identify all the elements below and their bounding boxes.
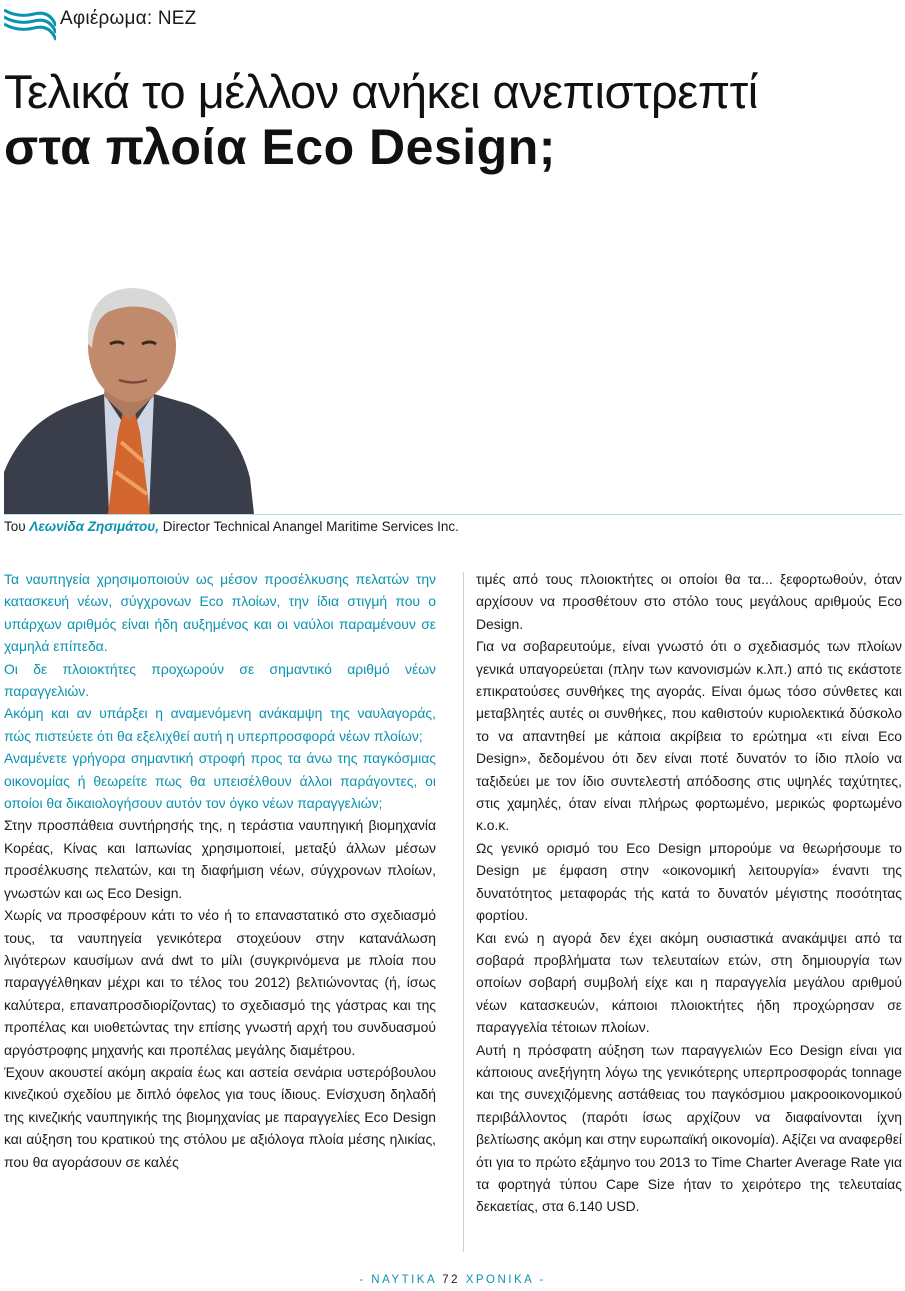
body-paragraph: Και ενώ η αγορά δεν έχει ακόμη ουσιαστικά ανακάμψει από τα σοβαρά προβλήματα των τελευταίων ετών, στη δημιουργία των οποίων σοβαρή συμβολή είχε και η παραγγελία μεγάλου αριθμού νέων κατασκευών, κάποιοι πλοιοκτήτες ήδη προχώρησαν σε παραγγελία τέτοιων πλοίων. xyxy=(476,929,902,1036)
column-divider xyxy=(463,572,464,1252)
page-footer xyxy=(0,1274,905,1286)
body-paragraph: Χωρίς να προσφέρουν κάτι το νέο ή το επαναστατικό στο σχεδιασμό τους, τα ναυπηγεία γενικότερα στοχεύουν στην κατανάλωση λιγότερων καυσίμων ανά dwt το μίλι (συγκρινόμενα με πλοία που παραγγέλθηκαν μέχρι και το τέλος του 2012) βελτιώνοντας (ή, ίσως καλύτερα, επαναπροσδιορίζοντας) το σχεδιασμό της γάστρας και της προπέλας και υιοθετώντας την επίσης γνωστή αρχή του συνδυασμού αργόστροφης μηχανής και προπέλας μεγάλης διαμέτρου. xyxy=(4,907,436,1058)
byline-author: Λεωνίδα Ζησιμάτου, xyxy=(29,519,159,534)
section-label: Αφιέρωμα: ΝΕΖ xyxy=(60,8,197,29)
interview-question: Τα ναυπηγεία χρησιμοποιούν ως μέσον προσέλκυσης πελατών την κατασκευή νέων, σύγχρονων Eco πλοίων, την ίδια στιγμή που ο υπάρχων αριθμός είναι ήδη αυξημένος και οι ναύλοι παραμένουν σε χαμηλά επίπεδα. xyxy=(4,571,436,655)
article-title-line1: Τελικά το μέλλον ανήκει ανεπιστρεπτί xyxy=(4,65,758,118)
photo-divider xyxy=(4,514,902,515)
interview-question: Αναμένετε γρήγορα σημαντική στροφή προς τα άνω της παγκόσμιας οικονομίας ή θεωρείτε πως θα υπεισέλθουν άλλοι παράγοντες, οι οποίοι θα δικαιολογήσουν αυτόν τον όγκο νέων παραγγελιών; xyxy=(4,750,436,812)
interview-question: Ακόμη και αν υπάρξει η αναμενόμενη ανάκαμψη της ναυλαγοράς, πώς πιστεύετε ότι θα εξελιχθεί αυτή η υπερπροσφορά νέων πλοίων; xyxy=(4,705,436,744)
byline xyxy=(4,519,459,534)
article-column-right xyxy=(476,568,902,1218)
page-number: 72 xyxy=(442,1274,460,1286)
body-paragraph: Στην προσπάθεια συντήρησής της, η τεράστια ναυπηγική βιομηχανία Κορέας, Κίνας και Ιαπωνίας χρησιμοποιεί, μεταξύ άλλων μέσων προσέλκυσης πελατών, και τη διαφήμιση νέων, σύγχρονων πλοίων, γνωστών και ως Eco Design. xyxy=(4,817,436,901)
footer-publication-right: ΧΡΟΝΙΚΑ - xyxy=(465,1274,546,1286)
body-paragraph: Έχουν ακουστεί ακόμη ακραία έως και αστεία σενάρια υστερόβουλου κινεζικού σχεδίου με διπλό όφελος για τους ίδιους. Ενίσχυση δηλαδή της κινεζικής ναυπηγικής της βιομηχανίας με παραγγελίες Eco Design και αύξηση του κρατικού της στόλου με αξιόλογα πλοία μέσης ηλικίας, που θα αγοράσουν σε καλές xyxy=(4,1063,436,1170)
body-paragraph: Αυτή η πρόσφατη αύξηση των παραγγελιών Eco Design είναι για κάποιους ανεξήγητη λόγω της γενικότερης υπερπροσφοράς tonnage και της συνεχιζόμενης αστάθειας του παγκόσμιου μακροοικονομικού περιβάλλοντος (παρότι ίσως αρχίζουν να διαφαίνονται ίχνη βελτίωσης ακόμη και στην ευρωπαϊκή οικονομία). Αξίζει να αναφερθεί ότι για το πρώτο εξάμηνο του 2013 το Time Charter Average Rate για τα φορτηγά τύπου Cape Size ήταν το χειρότερο της τελευταίας δεκαετίας, στα 6.140 USD. xyxy=(476,1041,902,1215)
interview-question: Οι δε πλοιοκτήτες προχωρούν σε σημαντικό αριθμό νέων παραγγελιών. xyxy=(4,660,436,700)
body-paragraph: τιμές από τους πλοιοκτήτες οι οποίοι θα τα... ξεφορτωθούν, όταν αρχίσουν να προσθέτουν στο στόλο τους μεγάλους αριθμούς Eco Design. xyxy=(476,571,902,632)
article-column-left xyxy=(4,568,436,1173)
wave-lines-icon xyxy=(4,4,56,44)
author-portrait xyxy=(4,282,254,514)
byline-role: Director Technical Anangel Maritime Services Inc. xyxy=(162,519,459,534)
body-paragraph: Ως γενικό ορισμό του Eco Design μπορούμε να θεωρήσουμε το Design με έμφαση στην «οικονομική λειτουργία» έναντι της δυνατότητος μεταφοράς τής κατά το δυνατόν μέγιστης ποσότητας φορτίου. xyxy=(476,839,902,924)
article-title-line2: στα πλοία Eco Design; xyxy=(4,119,556,175)
footer-publication-left: - ΝΑΥΤΙΚΑ xyxy=(359,1274,437,1286)
body-paragraph: Για να σοβαρευτούμε, είναι γνωστό ότι ο σχεδιασμός των πλοίων γενικά υπαγορεύεται (πλην των κανονισμών κ.λπ.) από τις εκάστοτε επικρατούσες συνθήκες της αγοράς. Είναι όμως τόσο σύνθετες και μεταβλητές αυτές οι συνθήκες, που καθιστούν κυριολεκτικά δύσκολο το να απαντηθεί με κάποια ακρίβεια το ερώτημα «τι είναι Eco Design», δεδομένου ότι δεν είναι ποτέ δυνατόν το ίδιο πλοίο να ταξιδεύει με τον ίδιο συντελεστή απόδοσης στις υψηλές ταχύτητες, στις χαμηλές, όταν είναι πλήρως φορτωμένο, μερικώς φορτωμένο κ.ο.κ. xyxy=(476,638,902,834)
byline-prefix: Του xyxy=(4,519,26,534)
